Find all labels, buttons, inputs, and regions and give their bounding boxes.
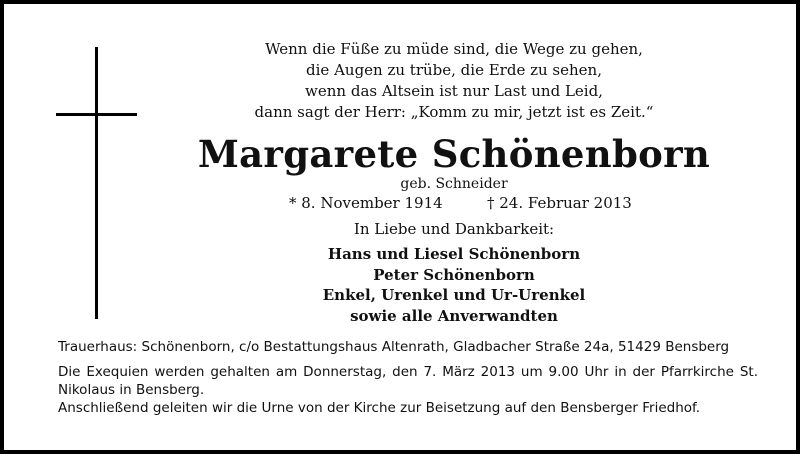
mourner: Hans und Liesel Schönenborn — [327, 245, 581, 263]
birth-date: * 8. November 1914 — [289, 194, 443, 212]
poem — [204, 39, 704, 123]
cross-vertical-bar — [95, 47, 98, 319]
poem-line: die Augen zu trübe, die Erde zu sehen, — [306, 61, 602, 79]
mourner: sowie alle Anverwandten — [350, 306, 558, 325]
death-date: † 24. Februar 2013 — [487, 194, 632, 212]
burial-info: Anschließend geleiten wir die Urne von der Kirche zur Beisetzung auf den Bensberger Friedhof. — [58, 400, 701, 416]
mourner: Peter Schönenborn — [373, 265, 535, 284]
mourning-house-address: Trauerhaus: Schönenborn, c/o Bestattungshaus Altenrath, Gladbacher Straße 24a, 51429 Bensberg — [58, 339, 730, 355]
mourner: Enkel, Urenkel und Ur-Urenkel — [322, 286, 586, 304]
dedication: In Liebe und Dankbarkeit: — [353, 220, 555, 238]
birth-name: geb. Schneider — [400, 176, 508, 192]
poem-line: Wenn die Füße zu müde sind, die Wege zu gehen, — [265, 40, 643, 58]
poem-line: dann sagt der Herr: „Komm zu mir, jetzt ist es Zeit.“ — [254, 103, 654, 121]
cross-horizontal-bar — [56, 113, 137, 116]
poem-line: wenn das Altsein ist nur Last und Leid, — [305, 82, 603, 100]
mourners-list — [254, 244, 654, 326]
deceased-name: Margarete Schönenborn — [197, 132, 711, 176]
exequies-info: Die Exequien werden gehalten am Donnerstag, den 7. März 2013 um 9.00 Uhr in der Pfarrkirche St. Nikolaus in Bensberg. — [58, 364, 758, 398]
